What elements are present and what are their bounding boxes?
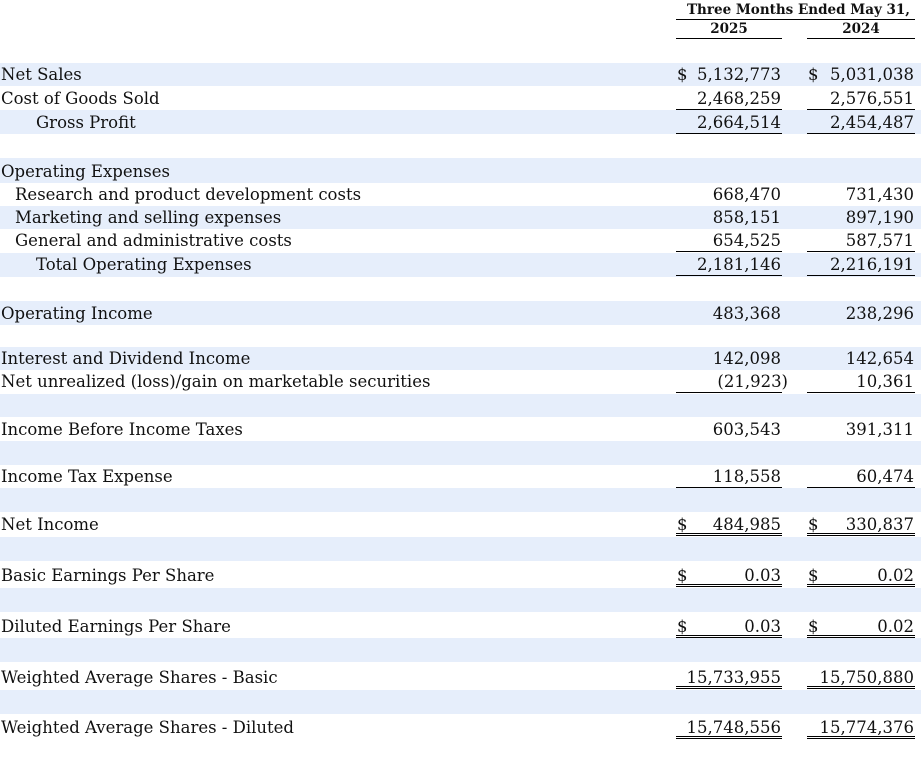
row-label: Interest and Dividend Income <box>1 349 251 368</box>
value-2025 <box>676 253 782 276</box>
row-label: Weighted Average Shares - Basic <box>1 668 278 687</box>
weighted-shares-diluted-row <box>0 716 921 739</box>
value-2024 <box>807 206 915 229</box>
income-before-taxes-row <box>0 418 921 441</box>
row-label: Marketing and selling expenses <box>15 208 282 227</box>
row-label: Net unrealized (loss)/gain on marketable securities <box>1 372 431 391</box>
value-2025 <box>676 111 782 134</box>
amount: 2,664,514 <box>697 113 781 132</box>
amount: 5,031,038 <box>830 65 914 84</box>
row-label: Operating Income <box>1 304 153 323</box>
currency-symbol: $ <box>808 566 819 585</box>
amount: 330,837 <box>845 515 914 534</box>
value-2024 <box>807 183 915 206</box>
net-income-row <box>0 513 921 536</box>
currency-symbol: $ <box>677 65 688 84</box>
value-2025 <box>676 183 782 206</box>
currency-symbol: $ <box>677 566 688 585</box>
value-2024 <box>807 302 915 325</box>
amount: 0.02 <box>877 566 914 585</box>
amount: (21,923) <box>717 372 788 391</box>
amount: 0.03 <box>744 566 781 585</box>
amount: 0.02 <box>877 617 914 636</box>
row-band <box>0 441 921 465</box>
value-2025 <box>676 564 782 587</box>
amount: 142,098 <box>712 349 781 368</box>
value-2024 <box>807 347 915 370</box>
period-header: Three Months Ended May 31, <box>687 2 910 18</box>
row-label: Basic Earnings Per Share <box>1 566 215 585</box>
row-band <box>0 690 921 714</box>
operating-income-row <box>0 302 921 325</box>
amount: 483,368 <box>712 304 781 323</box>
amount: 2,576,551 <box>830 89 914 108</box>
row-label: Gross Profit <box>36 113 136 132</box>
row-label: Net Income <box>1 515 99 534</box>
rnd-row <box>0 183 921 206</box>
row-label: Net Sales <box>1 65 82 84</box>
currency-symbol: $ <box>677 515 688 534</box>
operating-expenses-heading <box>0 160 921 183</box>
value-2025 <box>676 229 782 252</box>
row-label: Diluted Earnings Per Share <box>1 617 231 636</box>
value-2025 <box>676 666 782 689</box>
row-label: Income Before Income Taxes <box>1 420 243 439</box>
row-band <box>0 638 921 662</box>
amount: 10,361 <box>856 372 914 391</box>
row-label: Research and product development costs <box>15 185 362 204</box>
income-tax-row <box>0 465 921 488</box>
amount: 60,474 <box>856 467 914 486</box>
row-band <box>0 394 921 417</box>
currency-symbol: $ <box>808 617 819 636</box>
value-2024 <box>807 253 915 276</box>
row-band <box>0 537 921 561</box>
cogs-row <box>0 87 921 110</box>
value-2024 <box>807 63 915 86</box>
amount: 142,654 <box>845 349 914 368</box>
value-2024 <box>807 564 915 587</box>
amount: 731,430 <box>845 185 914 204</box>
value-2024 <box>807 513 915 536</box>
amount: 238,296 <box>845 304 914 323</box>
column-rule-2025 <box>676 38 782 39</box>
amount: 118,558 <box>712 467 781 486</box>
amount: 654,525 <box>712 231 781 250</box>
currency-symbol: $ <box>677 617 688 636</box>
value-2024 <box>807 111 915 134</box>
basic-eps-row <box>0 564 921 587</box>
amount: 603,543 <box>712 420 781 439</box>
column-year-2024: 2024 <box>842 21 880 37</box>
value-2025 <box>676 615 782 638</box>
amount: 2,454,487 <box>830 113 914 132</box>
value-2025 <box>676 370 788 393</box>
value-2025 <box>676 716 782 739</box>
value-2025 <box>676 347 782 370</box>
amount: 15,750,880 <box>819 668 914 687</box>
section-heading: Operating Expenses <box>1 162 170 181</box>
diluted-eps-row <box>0 615 921 638</box>
currency-symbol: $ <box>808 515 819 534</box>
row-label: Weighted Average Shares - Diluted <box>1 718 294 737</box>
amount: 2,181,146 <box>697 255 781 274</box>
column-year-2025: 2025 <box>710 21 748 37</box>
value-2024 <box>807 465 915 488</box>
row-band <box>0 588 921 612</box>
row-band <box>0 488 921 512</box>
column-rule-2024 <box>807 38 915 39</box>
ga-row <box>0 229 921 252</box>
row-label: Cost of Goods Sold <box>1 89 160 108</box>
amount: 0.03 <box>744 617 781 636</box>
value-2024 <box>807 716 915 739</box>
row-label: General and administrative costs <box>15 231 292 250</box>
value-2024 <box>807 229 915 252</box>
amount: 897,190 <box>845 208 914 227</box>
value-2025 <box>676 513 782 536</box>
amount: 15,748,556 <box>686 718 781 737</box>
row-label: Income Tax Expense <box>1 467 173 486</box>
amount: 15,733,955 <box>686 668 781 687</box>
amount: 587,571 <box>845 231 914 250</box>
total-operating-expenses-row <box>0 253 921 276</box>
value-2024 <box>807 418 915 441</box>
value-2025 <box>676 465 782 488</box>
amount: 2,216,191 <box>830 255 914 274</box>
gross-profit-row <box>0 111 921 134</box>
value-2025 <box>676 418 782 441</box>
value-2025 <box>676 206 782 229</box>
amount: 2,468,259 <box>697 89 781 108</box>
unrealized-gain-row <box>0 370 921 393</box>
value-2025 <box>676 302 782 325</box>
marketing-row <box>0 206 921 229</box>
value-2024 <box>807 666 915 689</box>
value-2025 <box>676 63 782 86</box>
weighted-shares-basic-row <box>0 666 921 689</box>
value-2024 <box>807 87 915 110</box>
interest-dividend-row <box>0 347 921 370</box>
currency-symbol: $ <box>808 65 819 84</box>
amount: 484,985 <box>712 515 781 534</box>
value-2025 <box>676 87 782 110</box>
value-2024 <box>807 615 915 638</box>
amount: 668,470 <box>712 185 781 204</box>
net-sales-row <box>0 63 921 86</box>
period-header-rule <box>676 19 915 20</box>
amount: 5,132,773 <box>697 65 781 84</box>
amount: 391,311 <box>845 420 914 439</box>
amount: 15,774,376 <box>819 718 914 737</box>
amount: 858,151 <box>712 208 781 227</box>
row-label: Total Operating Expenses <box>36 255 252 274</box>
value-2024 <box>807 370 915 393</box>
